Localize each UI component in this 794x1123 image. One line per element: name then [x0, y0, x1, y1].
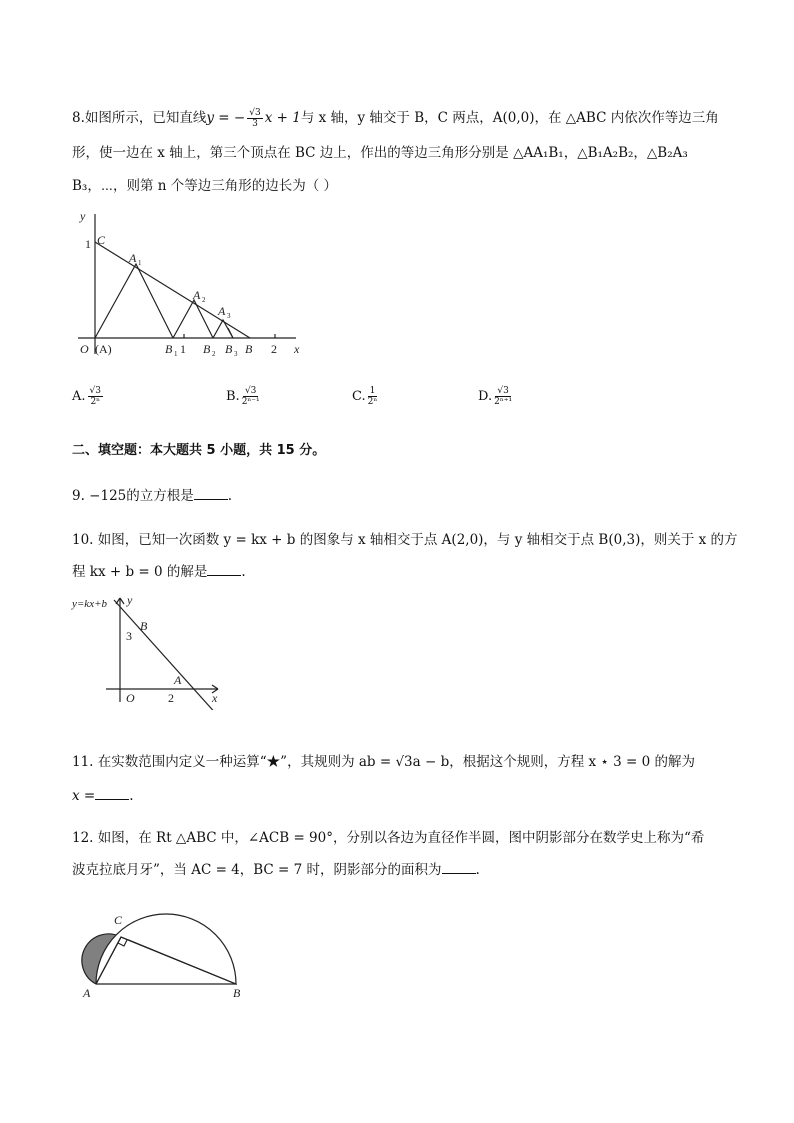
option-d-label: D.: [478, 389, 493, 404]
q8-equation-end: x + 1: [264, 110, 301, 126]
option-b-den: 2ⁿ⁻¹: [241, 397, 260, 407]
triangle-1: [95, 264, 173, 338]
option-a-label: A.: [72, 389, 86, 404]
fig-label-b2: B: [203, 342, 211, 356]
q11-blank[interactable]: [95, 787, 129, 800]
option-c[interactable]: [352, 386, 379, 407]
option-a-fraction: [88, 386, 103, 407]
option-d-fraction: [494, 386, 512, 407]
option-d[interactable]: [478, 386, 514, 407]
fig-label-b1-sub: 1: [174, 350, 178, 358]
fig-label-1-y: 1: [85, 237, 91, 251]
q8-text-a: 8.如图所示，已知直线: [72, 110, 207, 126]
q12-text: 波克拉底月牙”，当 AC = 4，BC = 7 时，阴影部分的面积为: [72, 862, 442, 878]
q10-label-b: B: [140, 619, 148, 633]
triangle-2: [173, 300, 213, 338]
option-c-num: 1: [369, 386, 376, 396]
q10-blank[interactable]: [207, 563, 241, 576]
triangle-3: [213, 320, 233, 338]
q8-equation-start: y = −: [206, 110, 246, 126]
fig-label-2: 2: [271, 342, 277, 356]
q11-line-1: 11. 在实数范围内定义一种运算“★”，其规则为 ab = √3a − b，根据这个规则，方程 x ⋆ 3 = 0 的解为: [72, 754, 696, 770]
option-c-den: 2ⁿ: [367, 397, 378, 407]
option-a[interactable]: [72, 386, 105, 407]
option-a-num: √3: [89, 386, 101, 396]
section-heading: 二、填空题：本大题共 5 小题，共 15 分。: [72, 443, 326, 458]
q11-end: .: [129, 788, 134, 804]
fig-label-a1: A: [129, 251, 137, 265]
option-b-label: B.: [226, 389, 240, 404]
option-c-fraction: [368, 386, 378, 407]
fig-label-b: B: [245, 342, 253, 356]
option-b-fraction: [242, 386, 260, 407]
q8-line-2: 形，使一边在 x 轴上，第三个顶点在 BC 边上，作出的等边三角形分别是 △AA₁B₁，△B₁A₂B₂，△B₂A₃: [72, 145, 688, 161]
q12-line-2: [72, 860, 480, 880]
fig-label-b2-sub: 2: [212, 350, 216, 358]
q12-blank[interactable]: [442, 861, 476, 874]
q12-label-a: A: [83, 986, 91, 1000]
q11-text: x =: [72, 788, 96, 804]
q11-line-2: [72, 786, 134, 806]
q10-text: 程 kx + b = 0 的解是: [72, 564, 208, 580]
q8-sqrt3-over-3: [247, 108, 262, 129]
q10-label-2: 2: [168, 691, 174, 705]
fig-label-a3: A: [218, 304, 226, 318]
fig-label-a2: A: [193, 288, 201, 302]
q9-text: 9. −125的立方根是: [72, 488, 194, 504]
frac-numerator: √3: [249, 108, 261, 118]
q10-line-1: 10. 如图，已知一次函数 y = kx + b 的图象与 x 轴相交于点 A(2,0)，与 y 轴相交于点 B(0,3)，则关于 x 的方: [72, 532, 738, 548]
option-a-den: 2ⁿ: [90, 397, 101, 407]
q8-figure: [68, 206, 318, 362]
q9-line: [72, 486, 232, 506]
triangle-4-edge: [228, 328, 233, 338]
option-d-den: 2ⁿ⁺¹: [494, 397, 513, 407]
q12-label-b: B: [233, 986, 241, 1000]
q10-end: .: [241, 564, 246, 580]
fig-label-b3-sub: 3: [234, 350, 238, 358]
fig-label-x: x: [294, 342, 300, 356]
q8-line-1: [72, 108, 719, 129]
fig-label-c: C: [97, 233, 106, 247]
fig-label-b1: B: [165, 342, 173, 356]
fig-label-b3: B: [225, 342, 233, 356]
q10-label-x: x: [212, 691, 218, 705]
q10-label-fn: y=kx+b: [72, 598, 107, 610]
q12-line-1: 12. 如图，在 Rt △ABC 中，∠ACB = 90°，分别以各边为直径作半圆，图中阴影部分在数学史上称为“希: [72, 830, 705, 846]
q12-end: .: [475, 862, 480, 878]
q10-label-y: y: [127, 593, 133, 607]
q10-label-a: A: [174, 673, 182, 687]
q10-label-o: O: [126, 691, 135, 705]
fig-label-a3-sub: 3: [227, 312, 231, 320]
q9-end: .: [227, 488, 233, 504]
line-bc: [95, 242, 250, 338]
fig-label-y: y: [80, 209, 86, 223]
q10-label-3: 3: [126, 629, 132, 643]
fig-label-1-x: 1: [180, 342, 186, 356]
q8-line-3: B₃，⋯，则第 n 个等边三角形的边长为（ ）: [72, 178, 338, 194]
fig-label-o: O: [80, 342, 89, 356]
q10-line-2: [72, 562, 246, 582]
q9-blank[interactable]: [194, 487, 228, 500]
option-d-num: √3: [497, 386, 509, 396]
q12-figure: [70, 890, 260, 1005]
option-b-num: √3: [244, 386, 257, 396]
q8-text-b: 与 x 轴，y 轴交于 B，C 两点，A(0,0)，在 △ABC 内依次作等边三角: [300, 110, 719, 126]
option-b[interactable]: [226, 386, 262, 407]
option-c-label: C.: [352, 389, 366, 404]
fig-label-a-paren: (A): [95, 342, 112, 356]
fig-label-a1-sub: 1: [138, 259, 142, 267]
fig-label-a2-sub: 2: [202, 296, 206, 304]
q10-figure: [70, 592, 230, 710]
q12-label-c: C: [114, 913, 123, 927]
frac-denominator: 3: [252, 119, 258, 129]
